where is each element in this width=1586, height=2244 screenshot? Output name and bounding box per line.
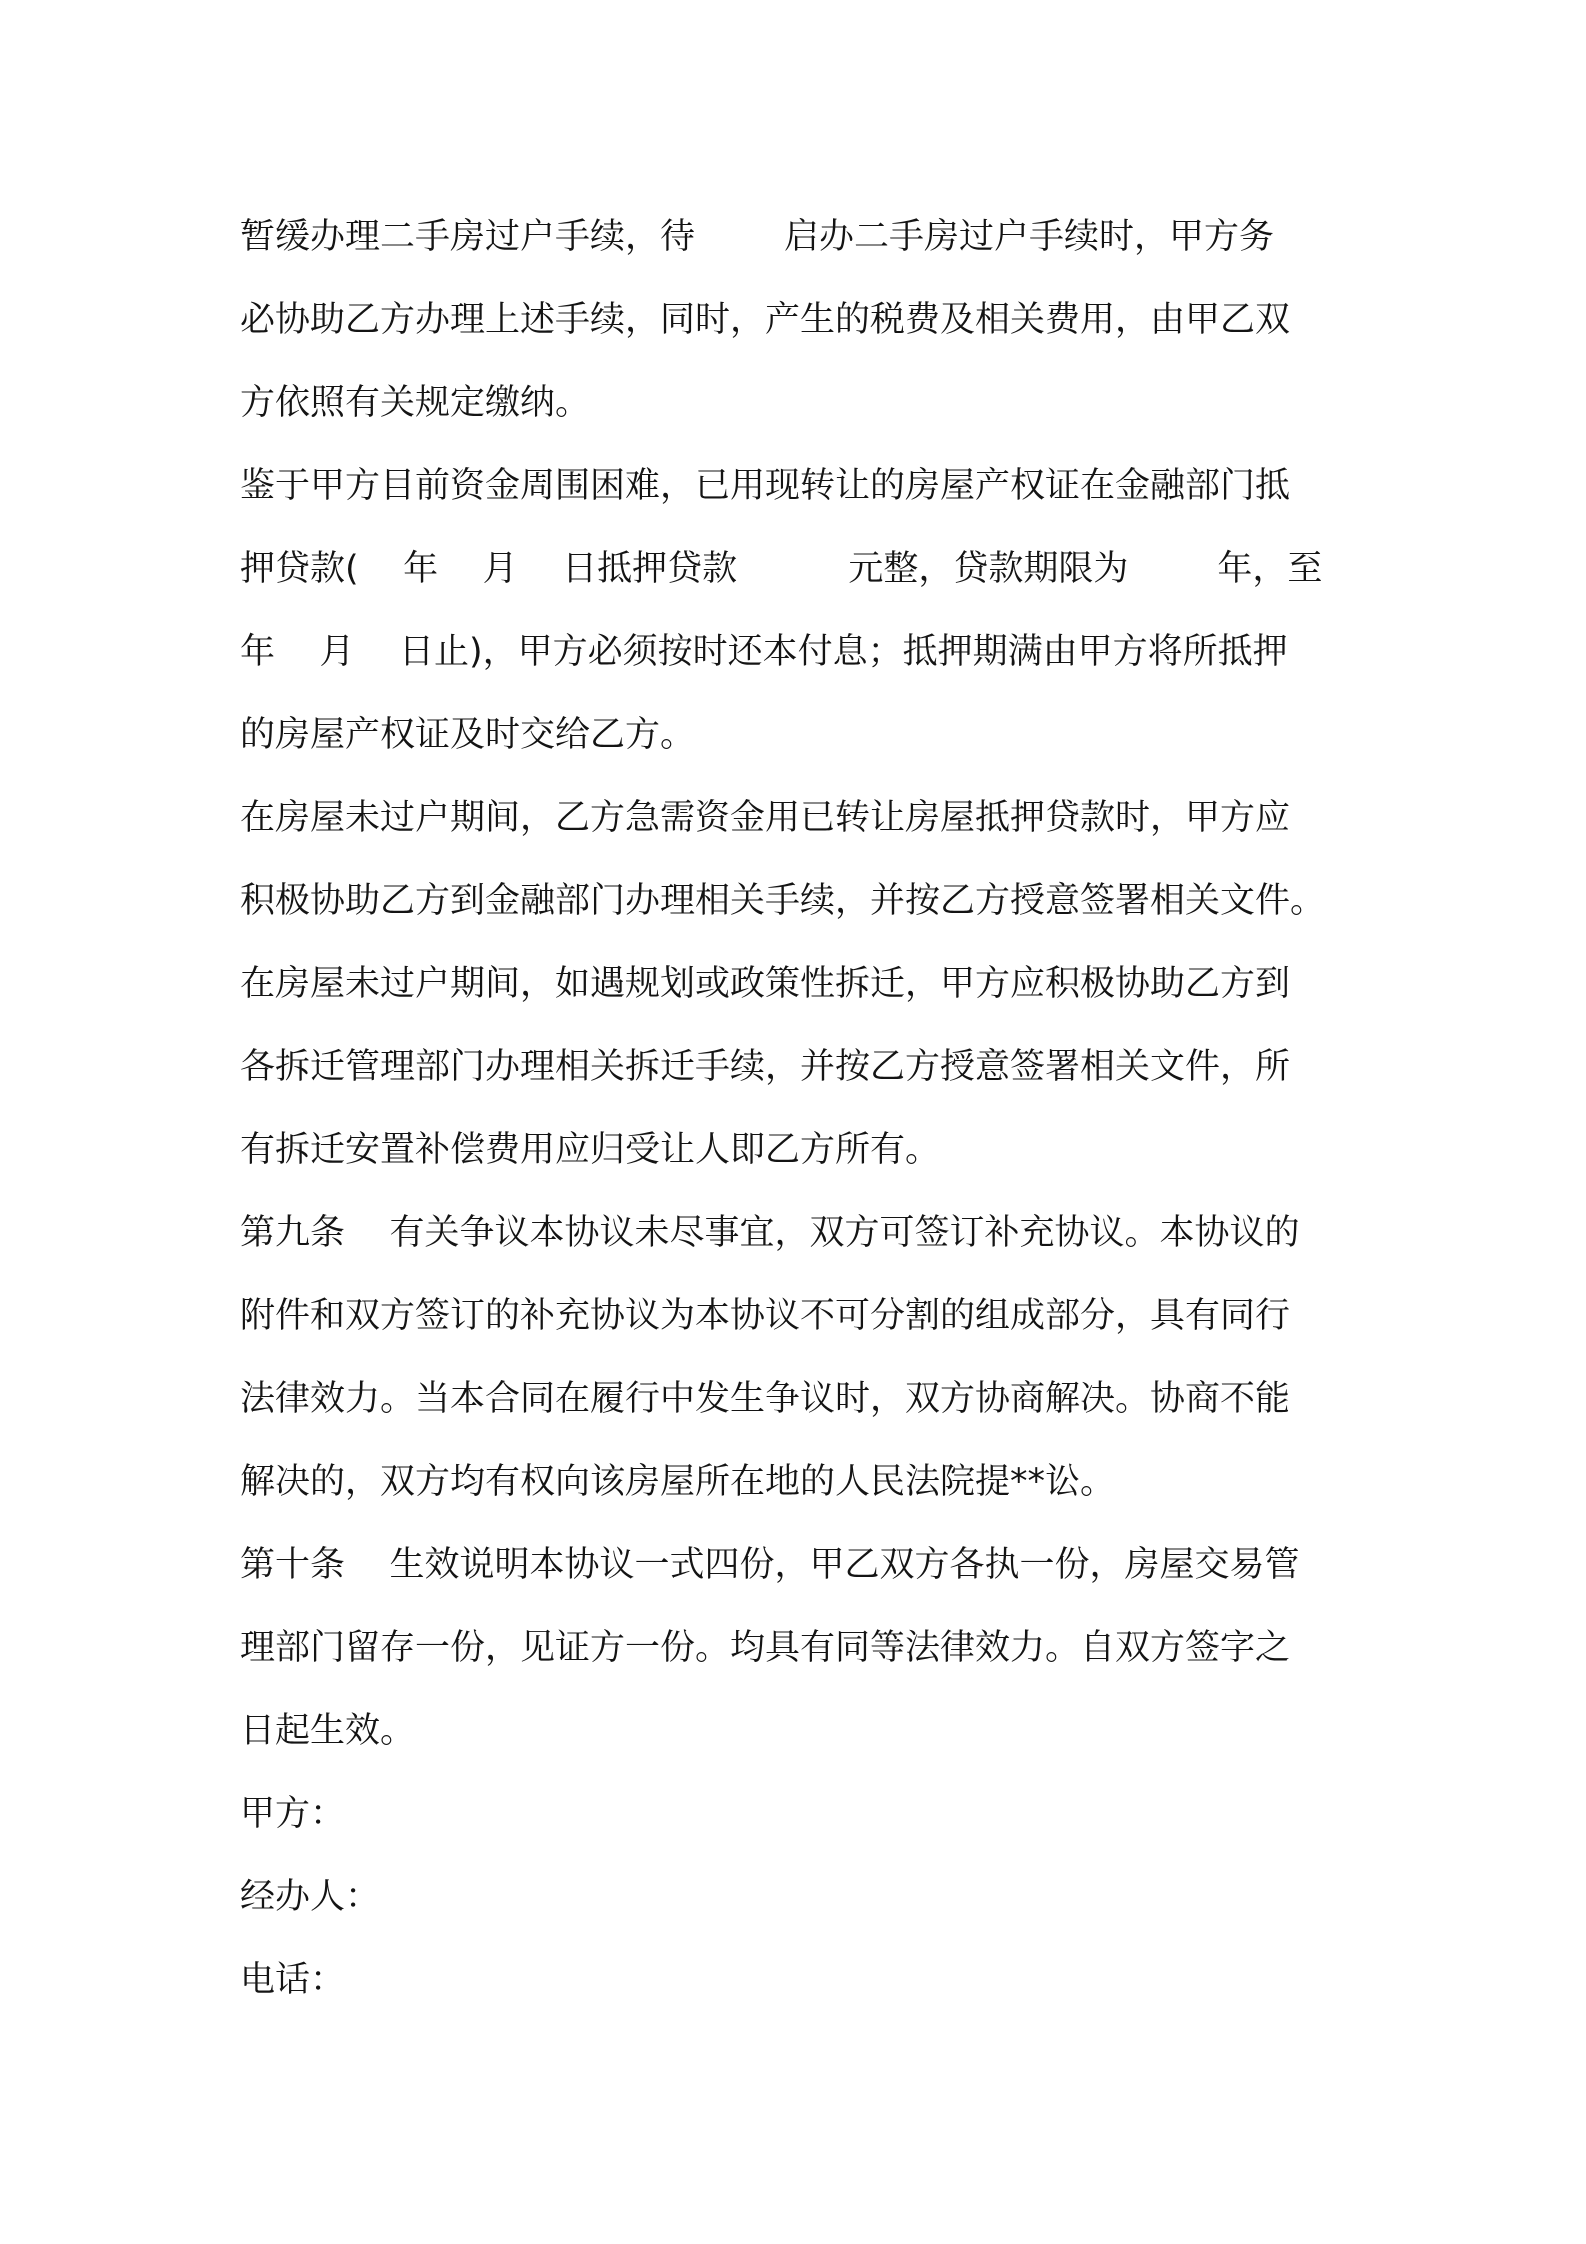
- signature-block: [240, 1773, 1370, 2022]
- text-line: 附件和双方签订的补充协议为本协议不可分割的组成部分，具有同行: [240, 1296, 1291, 1336]
- text-line: 在房屋未过户期间，乙方急需资金用已转让房屋抵押贷款时，甲方应: [240, 798, 1291, 838]
- paragraph-transfer-procedure: [240, 196, 1370, 445]
- text-line: 方依照有关规定缴纳。: [240, 383, 591, 423]
- text-line: 鉴于甲方目前资金周围困难，已用现转让的房屋产权证在金融部门抵: [240, 466, 1291, 506]
- text-line: 押贷款( 年 月 日抵押贷款 元整，贷款期限为 年，至: [240, 549, 1323, 589]
- text-line: 在房屋未过户期间，如遇规划或政策性拆迁，甲方应积极协助乙方到: [240, 964, 1291, 1004]
- text-line: 的房屋产权证及时交给乙方。: [240, 715, 696, 755]
- agent-label: 经办人：: [240, 1877, 381, 1917]
- paragraph-mortgage: [240, 445, 1370, 777]
- text-line: 积极协助乙方到金融部门办理相关手续，并按乙方授意签署相关文件。: [240, 881, 1326, 921]
- text-line: 各拆迁管理部门办理相关拆迁手续，并按乙方授意签署相关文件，所: [240, 1047, 1291, 1087]
- article-10-effectiveness: [240, 1524, 1370, 1773]
- text-line: 法律效力。当本合同在履行中发生争议时，双方协商解决。协商不能: [240, 1379, 1291, 1419]
- paragraph-loan-assistance: [240, 777, 1370, 943]
- phone-label: 电话：: [240, 1960, 346, 2000]
- text-line: 必协助乙方办理上述手续，同时，产生的税费及相关费用，由甲乙双: [240, 300, 1291, 340]
- text-line: 有拆迁安置补偿费用应归受让人即乙方所有。: [240, 1130, 941, 1170]
- text-line: 年 月 日止)，甲方必须按时还本付息；抵押期满由甲方将所抵押: [240, 632, 1288, 672]
- text-line: 日起生效。: [240, 1711, 416, 1751]
- text-line: 理部门留存一份，见证方一份。均具有同等法律效力。自双方签字之: [240, 1628, 1291, 1668]
- text-line: 第九条 有关争议本协议未尽事宜，双方可签订补充协议。本协议的: [240, 1213, 1300, 1253]
- article-9-disputes: [240, 1192, 1370, 1524]
- text-line: 第十条 生效说明本协议一式四份，甲乙双方各执一份，房屋交易管: [240, 1545, 1300, 1585]
- text-line: 暂缓办理二手房过户手续，待 启办二手房过户手续时，甲方务: [240, 217, 1275, 257]
- party-a-label: 甲方：: [240, 1794, 346, 1834]
- document-body: [240, 196, 1370, 2022]
- paragraph-demolition: [240, 943, 1370, 1192]
- text-line: 解决的，双方均有权向该房屋所在地的人民法院提**讼。: [240, 1462, 1116, 1502]
